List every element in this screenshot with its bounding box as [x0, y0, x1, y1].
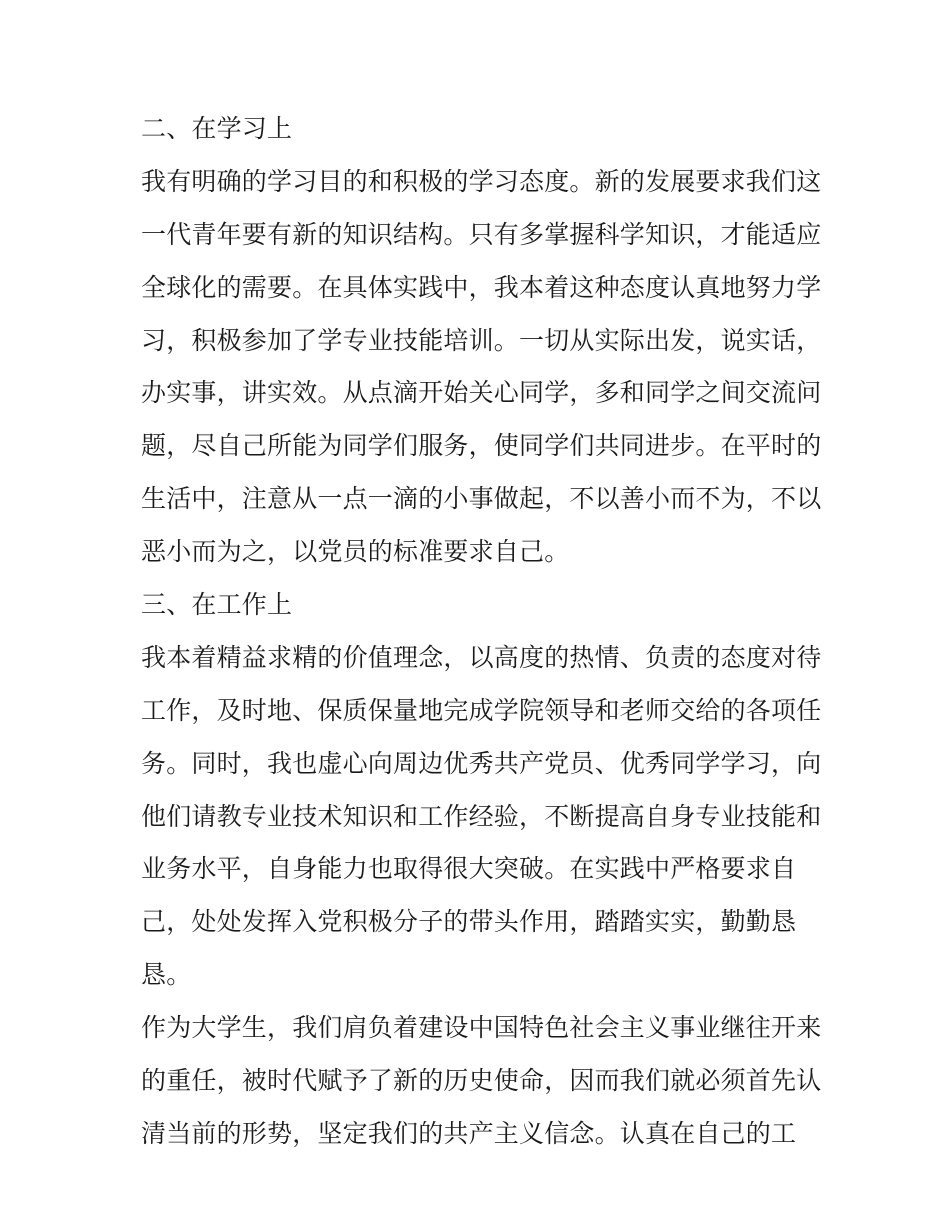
paragraph-line: 的重任，被时代赋予了新的历史使命，因而我们就必须首先认 [141, 1066, 822, 1096]
paragraph-line: 恶小而为之，以党员的标准要求自己。 [141, 537, 570, 567]
paragraph-line: 工作，及时地、保质保量地完成学院领导和老师交给的各项任 [141, 695, 822, 725]
paragraph-line: 全球化的需要。在具体实践中，我本着这种态度认真地努力学 [141, 272, 822, 302]
paragraph-line: 生活中，注意从一点一滴的小事做起，不以善小而不为，不以 [141, 484, 822, 514]
paragraph-line: 作为大学生，我们肩负着建设中国特色社会主义事业继往开来 [141, 1013, 822, 1043]
paragraph-line: 恳。 [141, 960, 192, 990]
paragraph-line: 务。同时，我也虚心向周边优秀共产党员、优秀同学学习，向 [141, 748, 822, 778]
paragraph-line: 题，尽自己所能为同学们服务，使同学们共同进步。在平时的 [141, 431, 822, 461]
paragraph-line: 清当前的形势，坚定我们的共产主义信念。认真在自己的工 [141, 1118, 797, 1148]
section-heading-work: 三、在工作上 [141, 590, 293, 620]
paragraph-line: 他们请教专业技术知识和工作经验，不断提高自身专业技能和 [141, 801, 822, 831]
paragraph-line: 习，积极参加了学专业技能培训。一切从实际出发，说实话， [141, 325, 822, 355]
document-body [141, 107, 831, 1165]
paragraph-line: 办实事，讲实效。从点滴开始关心同学，多和同学之间交流问 [141, 378, 822, 408]
paragraph-line: 一代青年要有新的知识结构。只有多掌握科学知识，才能适应 [141, 219, 822, 249]
paragraph-line: 我本着精益求精的价值理念，以高度的热情、负责的态度对待 [141, 642, 822, 672]
paragraph-line: 业务水平，自身能力也取得很大突破。在实践中严格要求自 [141, 854, 797, 884]
section-heading-study: 二、在学习上 [141, 114, 293, 143]
paragraph-line: 己，处处发挥入党积极分子的带头作用，踏踏实实，勤勤恳 [141, 907, 797, 937]
paragraph-line: 我有明确的学习目的和积极的学习态度。新的发展要求我们这 [141, 166, 822, 196]
